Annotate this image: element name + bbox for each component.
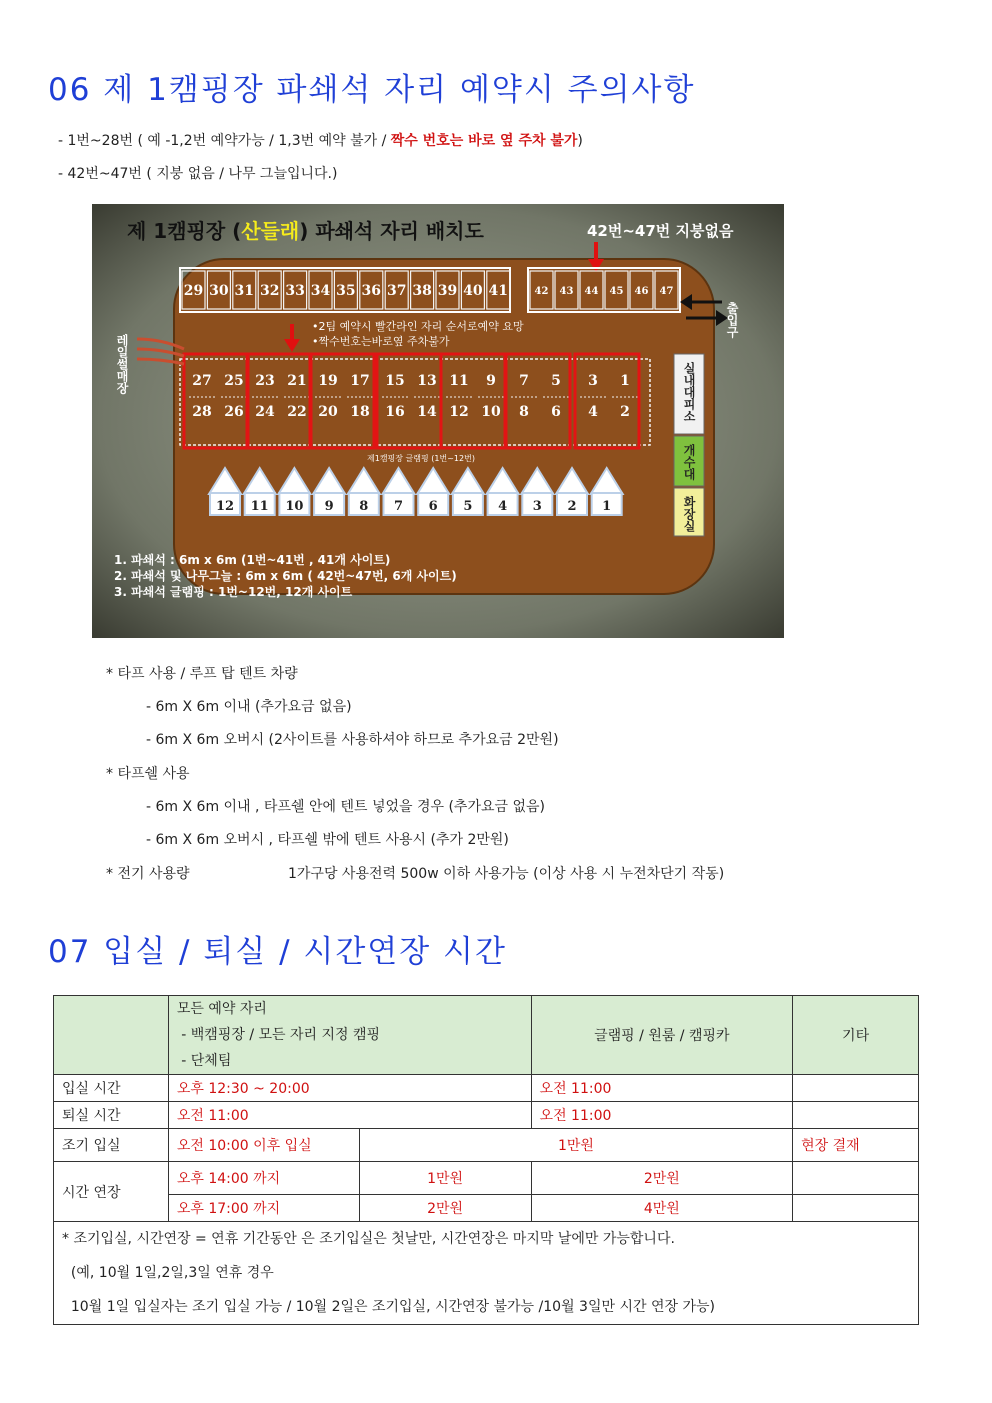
- tarp-usage-over: - 6m X 6m 오버시 (2사이트를 사용하셔야 하므로 추가요금 2만원): [146, 732, 559, 748]
- site-9: [486, 373, 496, 389]
- header-blank-cell: [54, 996, 169, 1075]
- site-25: [224, 373, 243, 389]
- early-checkin-fee: 1만원: [359, 1129, 792, 1162]
- svg-text:9: 9: [486, 373, 496, 389]
- holiday-note-line2: (예, 10월 1일,2일,3일 연휴 경우: [62, 1265, 274, 1281]
- facility-0: [674, 354, 704, 434]
- map-title: 제 1캠핑장 (산들래) 파쇄석 자리 배치도: [127, 219, 484, 243]
- svg-text:10: 10: [285, 499, 304, 514]
- checkin-glamping: 오전 11:00: [531, 1075, 793, 1102]
- svg-text:46: 46: [634, 286, 649, 297]
- svg-text:1: 1: [602, 499, 612, 514]
- site-16: [385, 404, 404, 420]
- svg-text:12: 12: [449, 404, 469, 420]
- holiday-note: [54, 1222, 919, 1325]
- site-23: [255, 373, 274, 389]
- site-13: [417, 373, 436, 389]
- svg-text:개수대: 개수대: [682, 444, 696, 480]
- svg-text:29: 29: [183, 283, 204, 299]
- checkin-other: [793, 1075, 919, 1102]
- notice-line-1-warning: 짝수 번호는 바로 옆 주차 불가: [390, 133, 578, 149]
- header-all-sites: [168, 996, 531, 1075]
- svg-text:22: 22: [287, 404, 307, 420]
- svg-text:9: 9: [324, 499, 334, 514]
- svg-text:27: 27: [192, 373, 212, 389]
- svg-text:6: 6: [428, 499, 438, 514]
- svg-text:3: 3: [588, 373, 598, 389]
- svg-text:26: 26: [224, 404, 244, 420]
- checkout-other: [793, 1102, 919, 1129]
- svg-text:6: 6: [551, 404, 561, 420]
- site-2: [620, 404, 630, 420]
- svg-text:42: 42: [534, 286, 549, 297]
- site-5: [551, 373, 561, 389]
- tarp-shell-within: - 6m X 6m 이내 , 타프쉘 안에 텐트 넣었을 경우 (추가요금 없음): [146, 799, 545, 815]
- site-15: [385, 373, 404, 389]
- site-11: [449, 373, 468, 389]
- svg-text:38: 38: [412, 283, 432, 299]
- tarp-usage-within: - 6m X 6m 이내 (추가요금 없음): [146, 699, 352, 715]
- svg-text:2: 2: [620, 404, 630, 420]
- table-note-row: [54, 1222, 919, 1325]
- svg-text:28: 28: [192, 404, 212, 420]
- svg-text:45: 45: [609, 286, 624, 297]
- svg-text:21: 21: [287, 373, 307, 389]
- entrance-label: 출입구: [725, 302, 739, 338]
- row-label-early-checkin: 조기 입실: [54, 1129, 169, 1162]
- section-06-title: 06 제 1캠핑장 파쇄석 자리 예약시 주의사항: [48, 72, 696, 108]
- electricity-text: 1가구당 사용전력 500w 이하 사용가능 (이상 사용 시 누전차단기 작동): [288, 866, 725, 882]
- svg-text:8: 8: [519, 404, 529, 420]
- roofless-note: 42번~47번 지붕없음: [587, 222, 734, 240]
- schedule-table: [53, 995, 919, 1325]
- svg-text:17: 17: [350, 373, 370, 389]
- checkin-all-sites: 오후 12:30 ~ 20:00: [168, 1075, 531, 1102]
- site-6: [551, 404, 561, 420]
- notice-line-1-prefix: - 1번~28번 ( 예 -1,2번 예약가능 / 1,3번 예약 불가 /: [58, 133, 391, 149]
- site-28: [192, 404, 211, 420]
- site-1: [620, 373, 630, 389]
- svg-text:16: 16: [385, 404, 405, 420]
- notice-line-2: - 42번~47번 ( 지붕 없음 / 나무 그늘입니다.): [58, 166, 338, 182]
- site-18: [350, 404, 369, 420]
- site-22: [287, 404, 306, 420]
- tarp-shell-over: - 6m X 6m 오버시 , 타프쉘 밖에 텐트 사용시 (추가 2만원): [146, 832, 509, 848]
- svg-text:18: 18: [350, 404, 370, 420]
- svg-text:33: 33: [285, 283, 305, 299]
- row-label-extension: 시간 연장: [54, 1162, 169, 1222]
- legend-item-2: 2. 파쇄석 및 나무그늘 : 6m x 6m ( 42번~47번, 6개 사이트): [114, 569, 457, 583]
- svg-text:32: 32: [259, 283, 280, 299]
- side-facilities: [674, 354, 704, 536]
- svg-text:47: 47: [659, 286, 674, 297]
- svg-text:31: 31: [234, 283, 255, 299]
- facility-1: [674, 436, 704, 486]
- site-12: [449, 404, 468, 420]
- site-26: [224, 404, 243, 420]
- site-8: [519, 404, 529, 420]
- svg-text:13: 13: [417, 373, 437, 389]
- section-07-title: 07 입실 / 퇴실 / 시간연장 시간: [48, 934, 507, 970]
- table-header-row: [54, 996, 919, 1075]
- svg-text:5: 5: [551, 373, 561, 389]
- svg-text:실내대피소: 실내대피소: [682, 362, 696, 422]
- site-10: [481, 404, 501, 420]
- notice-line-1-suffix: ): [577, 133, 583, 149]
- site-4: [588, 404, 598, 420]
- svg-text:23: 23: [255, 373, 275, 389]
- header-all-sites-line1: 모든 예약 자리: [176, 1001, 267, 1017]
- campsite-layout-map: [92, 204, 784, 638]
- header-all-sites-line2: - 백캠핑장 / 모든 자리 지정 캠핑: [176, 1027, 381, 1043]
- site-7: [519, 373, 529, 389]
- svg-text:7: 7: [519, 373, 529, 389]
- svg-text:35: 35: [336, 283, 356, 299]
- svg-text:화장실: 화장실: [682, 496, 696, 532]
- svg-text:1: 1: [620, 373, 630, 389]
- site-20: [318, 404, 338, 420]
- table-row: [54, 1075, 919, 1102]
- extension-2-fee-a: 2만원: [359, 1195, 531, 1222]
- legend-item-3: 3. 파쇄석 글램핑 : 1번~12번, 12개 사이트: [114, 585, 353, 599]
- facility-2: [674, 488, 704, 536]
- svg-text:10: 10: [481, 404, 501, 420]
- site-24: [255, 404, 275, 420]
- svg-text:4: 4: [498, 499, 508, 514]
- extension-2-fee-b: 4만원: [531, 1195, 793, 1222]
- electricity-heading: * 전기 사용량: [106, 866, 190, 882]
- svg-text:7: 7: [393, 499, 404, 514]
- table-row: [54, 1102, 919, 1129]
- checkout-all-sites: 오전 11:00: [168, 1102, 531, 1129]
- site-3: [588, 373, 598, 389]
- extension-1-other: [793, 1162, 919, 1195]
- tarp-usage-heading: * 타프 사용 / 루프 탑 텐트 차량: [106, 666, 298, 682]
- extension-2-time: 오후 17:00 까지: [168, 1195, 359, 1222]
- map-notice-1: •2팀 예약시 빨간라인 자리 순서로예약 요망: [312, 320, 524, 333]
- svg-text:12: 12: [215, 499, 235, 514]
- table-row: [54, 1162, 919, 1195]
- extension-1-fee-a: 1만원: [359, 1162, 531, 1195]
- holiday-note-line1: * 조기입실, 시간연장 = 연휴 기간동안 은 조기입실은 첫날만, 시간연장은 마지막 날에만 가능합니다.: [62, 1231, 675, 1247]
- svg-text:41: 41: [488, 283, 509, 299]
- table-row: [54, 1129, 919, 1162]
- holiday-note-line3: 10월 1일 입실자는 조기 입실 가능 / 10월 2일은 조기입실, 시간연장 불가능 /10월 3일만 시간 연장 가능): [62, 1299, 715, 1315]
- svg-text:39: 39: [437, 283, 458, 299]
- glamping-label: 제1캠핑장 글램핑 (1번~12번): [367, 454, 475, 463]
- header-other: 기타: [793, 996, 919, 1075]
- site-19: [318, 373, 337, 389]
- svg-text:30: 30: [209, 283, 229, 299]
- svg-text:2: 2: [567, 499, 577, 514]
- svg-text:5: 5: [463, 499, 473, 514]
- notice-line-1: [58, 130, 583, 150]
- svg-text:15: 15: [385, 373, 405, 389]
- tarp-shell-heading: * 타프쉘 사용: [106, 766, 190, 782]
- svg-text:37: 37: [386, 283, 407, 299]
- svg-text:19: 19: [318, 373, 338, 389]
- header-all-sites-line3: - 단체팀: [176, 1053, 232, 1069]
- map-notice-2: •짝수번호는바로옆 주차불가: [312, 335, 450, 348]
- early-checkin-payment: 현장 결재: [793, 1129, 919, 1162]
- svg-text:8: 8: [359, 499, 369, 514]
- svg-text:24: 24: [255, 404, 275, 420]
- site-27: [192, 373, 211, 389]
- site-21: [287, 373, 306, 389]
- svg-text:11: 11: [250, 499, 269, 514]
- header-glamping: 글램핑 / 원룸 / 캠핑카: [531, 996, 793, 1075]
- sled-track-label: 레일썰매장: [115, 334, 129, 394]
- row-label-checkin: 입실 시간: [54, 1075, 169, 1102]
- row-label-checkout: 퇴실 시간: [54, 1102, 169, 1129]
- checkout-glamping: 오전 11:00: [531, 1102, 793, 1129]
- svg-text:43: 43: [559, 286, 574, 297]
- site-17: [350, 373, 369, 389]
- table-row: [54, 1195, 919, 1222]
- svg-text:34: 34: [310, 283, 331, 299]
- svg-text:44: 44: [584, 286, 599, 297]
- site-14: [417, 404, 437, 420]
- svg-text:14: 14: [417, 404, 437, 420]
- early-checkin-time: 오전 10:00 이후 입실: [168, 1129, 359, 1162]
- extension-1-fee-b: 2만원: [531, 1162, 793, 1195]
- svg-text:25: 25: [224, 373, 244, 389]
- svg-text:20: 20: [318, 404, 338, 420]
- extension-1-time: 오후 14:00 까지: [168, 1162, 359, 1195]
- svg-text:36: 36: [361, 283, 382, 299]
- extension-2-other: [793, 1195, 919, 1222]
- svg-text:11: 11: [449, 373, 469, 389]
- legend-item-1: 1. 파쇄석 : 6m x 6m (1번~41번 , 41개 사이트): [114, 553, 391, 567]
- svg-text:3: 3: [532, 499, 542, 514]
- svg-text:4: 4: [588, 404, 598, 420]
- svg-text:40: 40: [463, 283, 483, 299]
